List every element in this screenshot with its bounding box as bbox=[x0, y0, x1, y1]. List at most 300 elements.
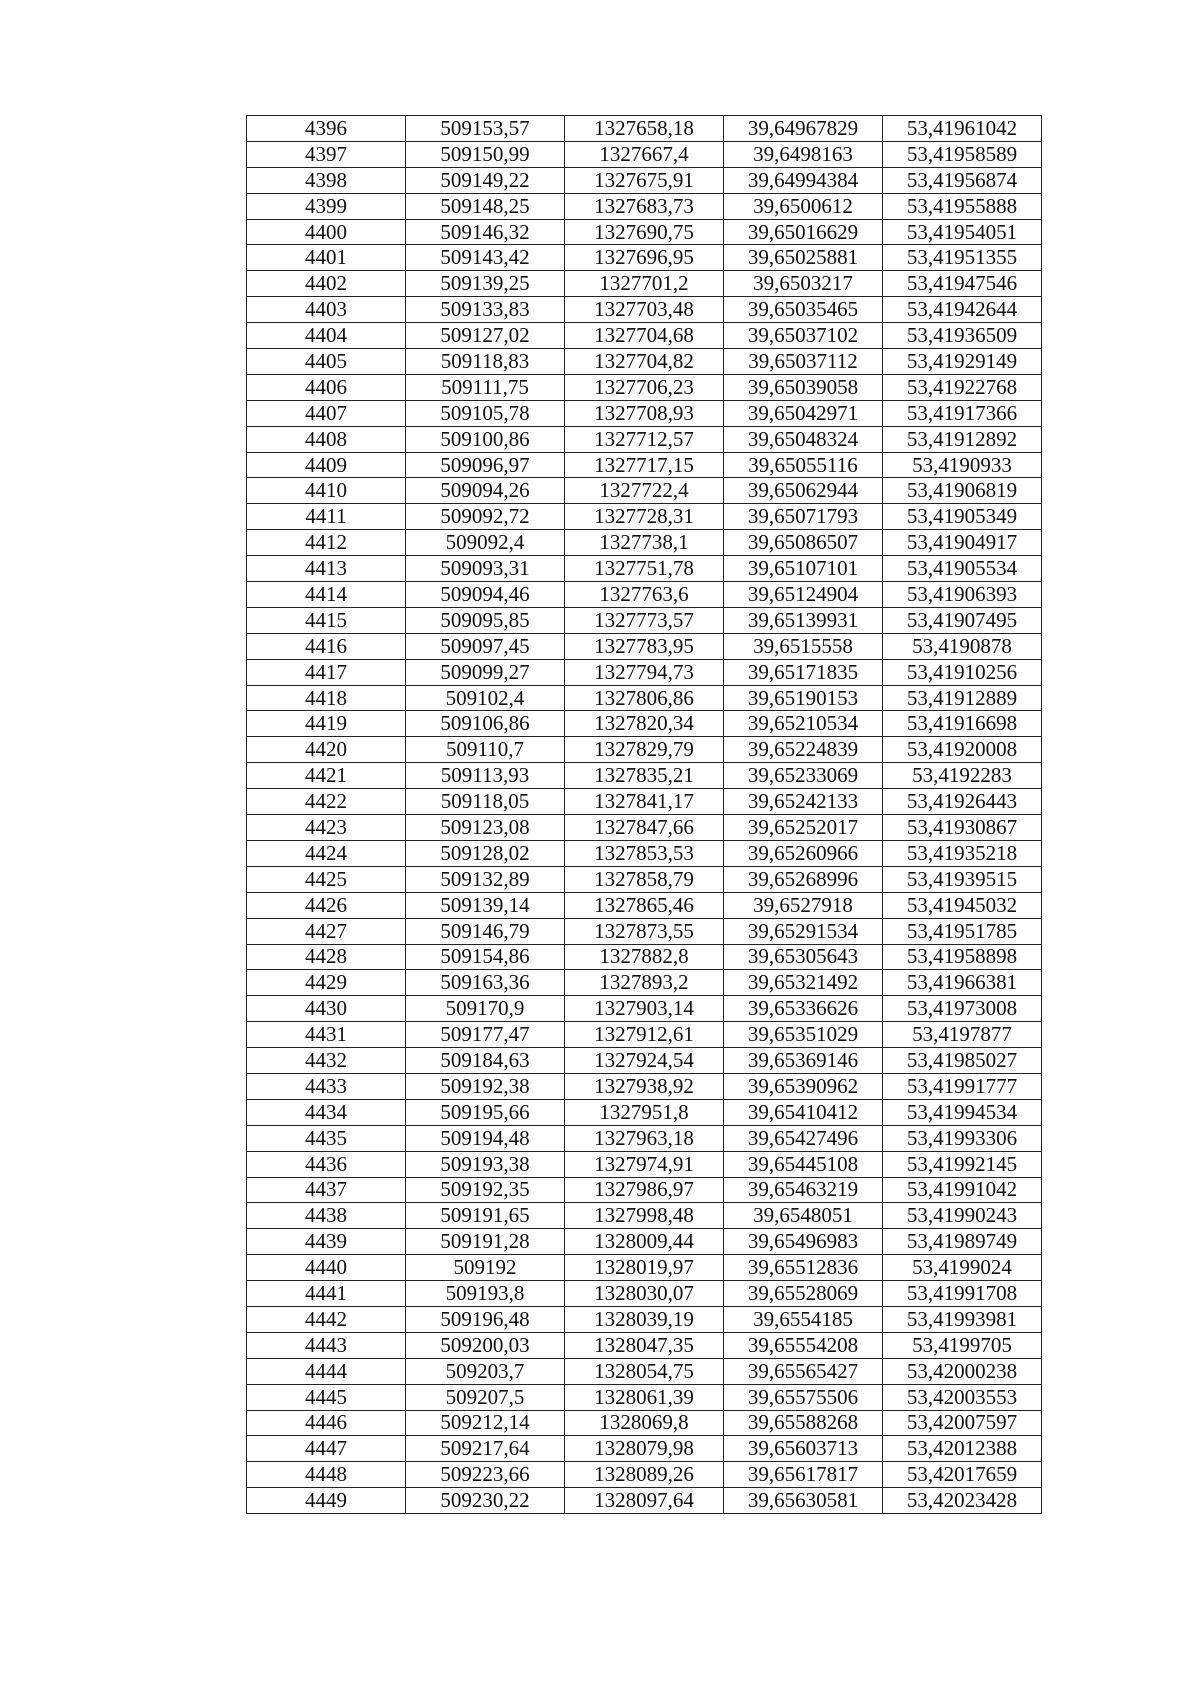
latitude-cell: 53,42003553 bbox=[883, 1384, 1042, 1410]
table-row bbox=[247, 866, 1042, 892]
y-coordinate-cell: 1327704,82 bbox=[565, 349, 724, 375]
latitude-cell: 53,41904917 bbox=[883, 530, 1042, 556]
x-coordinate-cell: 509212,14 bbox=[406, 1410, 565, 1436]
table-row bbox=[247, 1436, 1042, 1462]
point-number-cell: 4417 bbox=[247, 659, 406, 685]
longitude-cell: 39,65336626 bbox=[724, 996, 883, 1022]
point-number-cell: 4448 bbox=[247, 1462, 406, 1488]
longitude-cell: 39,65242133 bbox=[724, 789, 883, 815]
x-coordinate-cell: 509139,25 bbox=[406, 271, 565, 297]
longitude-cell: 39,65025881 bbox=[724, 245, 883, 271]
x-coordinate-cell: 509111,75 bbox=[406, 374, 565, 400]
point-number-cell: 4415 bbox=[247, 607, 406, 633]
longitude-cell: 39,65496983 bbox=[724, 1229, 883, 1255]
point-number-cell: 4412 bbox=[247, 530, 406, 556]
y-coordinate-cell: 1327690,75 bbox=[565, 219, 724, 245]
x-coordinate-cell: 509105,78 bbox=[406, 400, 565, 426]
longitude-cell: 39,65171835 bbox=[724, 659, 883, 685]
y-coordinate-cell: 1327963,18 bbox=[565, 1125, 724, 1151]
longitude-cell: 39,65016629 bbox=[724, 219, 883, 245]
y-coordinate-cell: 1327722,4 bbox=[565, 478, 724, 504]
longitude-cell: 39,6498163 bbox=[724, 141, 883, 167]
longitude-cell: 39,65042971 bbox=[724, 400, 883, 426]
longitude-cell: 39,65630581 bbox=[724, 1488, 883, 1514]
latitude-cell: 53,41945032 bbox=[883, 892, 1042, 918]
point-number-cell: 4428 bbox=[247, 944, 406, 970]
y-coordinate-cell: 1327835,21 bbox=[565, 763, 724, 789]
table-row bbox=[247, 582, 1042, 608]
latitude-cell: 53,4199024 bbox=[883, 1255, 1042, 1281]
x-coordinate-cell: 509123,08 bbox=[406, 815, 565, 841]
longitude-cell: 39,65565427 bbox=[724, 1358, 883, 1384]
latitude-cell: 53,41905534 bbox=[883, 556, 1042, 582]
y-coordinate-cell: 1328079,98 bbox=[565, 1436, 724, 1462]
table-row bbox=[247, 167, 1042, 193]
x-coordinate-cell: 509102,4 bbox=[406, 685, 565, 711]
latitude-cell: 53,41910256 bbox=[883, 659, 1042, 685]
table-row bbox=[247, 1022, 1042, 1048]
longitude-cell: 39,65603713 bbox=[724, 1436, 883, 1462]
y-coordinate-cell: 1327865,46 bbox=[565, 892, 724, 918]
latitude-cell: 53,41991777 bbox=[883, 1073, 1042, 1099]
table-row bbox=[247, 1125, 1042, 1151]
x-coordinate-cell: 509170,9 bbox=[406, 996, 565, 1022]
longitude-cell: 39,65071793 bbox=[724, 504, 883, 530]
y-coordinate-cell: 1327924,54 bbox=[565, 1048, 724, 1074]
x-coordinate-cell: 509118,83 bbox=[406, 349, 565, 375]
point-number-cell: 4396 bbox=[247, 116, 406, 142]
point-number-cell: 4444 bbox=[247, 1358, 406, 1384]
point-number-cell: 4435 bbox=[247, 1125, 406, 1151]
latitude-cell: 53,41994534 bbox=[883, 1099, 1042, 1125]
x-coordinate-cell: 509177,47 bbox=[406, 1022, 565, 1048]
table-row bbox=[247, 271, 1042, 297]
y-coordinate-cell: 1327853,53 bbox=[565, 840, 724, 866]
table-row bbox=[247, 1151, 1042, 1177]
table-row bbox=[247, 944, 1042, 970]
latitude-cell: 53,4192283 bbox=[883, 763, 1042, 789]
latitude-cell: 53,41951785 bbox=[883, 918, 1042, 944]
point-number-cell: 4425 bbox=[247, 866, 406, 892]
latitude-cell: 53,41992145 bbox=[883, 1151, 1042, 1177]
table-row bbox=[247, 374, 1042, 400]
longitude-cell: 39,65512836 bbox=[724, 1255, 883, 1281]
point-number-cell: 4431 bbox=[247, 1022, 406, 1048]
point-number-cell: 4400 bbox=[247, 219, 406, 245]
latitude-cell: 53,41956874 bbox=[883, 167, 1042, 193]
latitude-cell: 53,41929149 bbox=[883, 349, 1042, 375]
y-coordinate-cell: 1327829,79 bbox=[565, 737, 724, 763]
x-coordinate-cell: 509095,85 bbox=[406, 607, 565, 633]
point-number-cell: 4437 bbox=[247, 1177, 406, 1203]
x-coordinate-cell: 509133,83 bbox=[406, 297, 565, 323]
y-coordinate-cell: 1327773,57 bbox=[565, 607, 724, 633]
table-row bbox=[247, 323, 1042, 349]
latitude-cell: 53,41989749 bbox=[883, 1229, 1042, 1255]
y-coordinate-cell: 1328009,44 bbox=[565, 1229, 724, 1255]
x-coordinate-cell: 509093,31 bbox=[406, 556, 565, 582]
latitude-cell: 53,41990243 bbox=[883, 1203, 1042, 1229]
x-coordinate-cell: 509191,65 bbox=[406, 1203, 565, 1229]
longitude-cell: 39,65617817 bbox=[724, 1462, 883, 1488]
table-row bbox=[247, 892, 1042, 918]
point-number-cell: 4443 bbox=[247, 1332, 406, 1358]
latitude-cell: 53,41912889 bbox=[883, 685, 1042, 711]
point-number-cell: 4404 bbox=[247, 323, 406, 349]
y-coordinate-cell: 1328089,26 bbox=[565, 1462, 724, 1488]
point-number-cell: 4408 bbox=[247, 426, 406, 452]
latitude-cell: 53,41926443 bbox=[883, 789, 1042, 815]
latitude-cell: 53,41905349 bbox=[883, 504, 1042, 530]
table-row bbox=[247, 1073, 1042, 1099]
y-coordinate-cell: 1327806,86 bbox=[565, 685, 724, 711]
longitude-cell: 39,65055116 bbox=[724, 452, 883, 478]
y-coordinate-cell: 1328030,07 bbox=[565, 1281, 724, 1307]
point-number-cell: 4441 bbox=[247, 1281, 406, 1307]
latitude-cell: 53,41961042 bbox=[883, 116, 1042, 142]
y-coordinate-cell: 1327903,14 bbox=[565, 996, 724, 1022]
y-coordinate-cell: 1327675,91 bbox=[565, 167, 724, 193]
table-row bbox=[247, 1255, 1042, 1281]
table-row bbox=[247, 1462, 1042, 1488]
y-coordinate-cell: 1327847,66 bbox=[565, 815, 724, 841]
point-number-cell: 4429 bbox=[247, 970, 406, 996]
table-row bbox=[247, 763, 1042, 789]
x-coordinate-cell: 509094,26 bbox=[406, 478, 565, 504]
x-coordinate-cell: 509184,63 bbox=[406, 1048, 565, 1074]
longitude-cell: 39,6548051 bbox=[724, 1203, 883, 1229]
point-number-cell: 4399 bbox=[247, 193, 406, 219]
latitude-cell: 53,42023428 bbox=[883, 1488, 1042, 1514]
latitude-cell: 53,41930867 bbox=[883, 815, 1042, 841]
table-row bbox=[247, 607, 1042, 633]
x-coordinate-cell: 509150,99 bbox=[406, 141, 565, 167]
table-row bbox=[247, 219, 1042, 245]
latitude-cell: 53,41973008 bbox=[883, 996, 1042, 1022]
x-coordinate-cell: 509192 bbox=[406, 1255, 565, 1281]
latitude-cell: 53,4199705 bbox=[883, 1332, 1042, 1358]
x-coordinate-cell: 509092,4 bbox=[406, 530, 565, 556]
table-row bbox=[247, 1306, 1042, 1332]
y-coordinate-cell: 1327873,55 bbox=[565, 918, 724, 944]
point-number-cell: 4410 bbox=[247, 478, 406, 504]
x-coordinate-cell: 509096,97 bbox=[406, 452, 565, 478]
latitude-cell: 53,4190878 bbox=[883, 633, 1042, 659]
table-row bbox=[247, 530, 1042, 556]
point-number-cell: 4432 bbox=[247, 1048, 406, 1074]
latitude-cell: 53,41916698 bbox=[883, 711, 1042, 737]
point-number-cell: 4402 bbox=[247, 271, 406, 297]
table-row bbox=[247, 737, 1042, 763]
latitude-cell: 53,41912892 bbox=[883, 426, 1042, 452]
y-coordinate-cell: 1327667,4 bbox=[565, 141, 724, 167]
point-number-cell: 4421 bbox=[247, 763, 406, 789]
x-coordinate-cell: 509200,03 bbox=[406, 1332, 565, 1358]
table-row bbox=[247, 789, 1042, 815]
table-row bbox=[247, 1229, 1042, 1255]
x-coordinate-cell: 509153,57 bbox=[406, 116, 565, 142]
longitude-cell: 39,6500612 bbox=[724, 193, 883, 219]
x-coordinate-cell: 509106,86 bbox=[406, 711, 565, 737]
point-number-cell: 4427 bbox=[247, 918, 406, 944]
longitude-cell: 39,65321492 bbox=[724, 970, 883, 996]
y-coordinate-cell: 1327717,15 bbox=[565, 452, 724, 478]
x-coordinate-cell: 509128,02 bbox=[406, 840, 565, 866]
y-coordinate-cell: 1327696,95 bbox=[565, 245, 724, 271]
y-coordinate-cell: 1327683,73 bbox=[565, 193, 724, 219]
x-coordinate-cell: 509194,48 bbox=[406, 1125, 565, 1151]
x-coordinate-cell: 509217,64 bbox=[406, 1436, 565, 1462]
x-coordinate-cell: 509195,66 bbox=[406, 1099, 565, 1125]
y-coordinate-cell: 1328019,97 bbox=[565, 1255, 724, 1281]
point-number-cell: 4442 bbox=[247, 1306, 406, 1332]
table-row bbox=[247, 1177, 1042, 1203]
latitude-cell: 53,41920008 bbox=[883, 737, 1042, 763]
table-row bbox=[247, 918, 1042, 944]
table-row bbox=[247, 478, 1042, 504]
longitude-cell: 39,64967829 bbox=[724, 116, 883, 142]
latitude-cell: 53,41993306 bbox=[883, 1125, 1042, 1151]
y-coordinate-cell: 1327658,18 bbox=[565, 116, 724, 142]
point-number-cell: 4438 bbox=[247, 1203, 406, 1229]
longitude-cell: 39,6527918 bbox=[724, 892, 883, 918]
longitude-cell: 39,65445108 bbox=[724, 1151, 883, 1177]
x-coordinate-cell: 509139,14 bbox=[406, 892, 565, 918]
table-row bbox=[247, 970, 1042, 996]
latitude-cell: 53,41907495 bbox=[883, 607, 1042, 633]
y-coordinate-cell: 1327986,97 bbox=[565, 1177, 724, 1203]
point-number-cell: 4439 bbox=[247, 1229, 406, 1255]
longitude-cell: 39,65190153 bbox=[724, 685, 883, 711]
longitude-cell: 39,6554185 bbox=[724, 1306, 883, 1332]
y-coordinate-cell: 1328069,8 bbox=[565, 1410, 724, 1436]
longitude-cell: 39,65528069 bbox=[724, 1281, 883, 1307]
latitude-cell: 53,41954051 bbox=[883, 219, 1042, 245]
table-row bbox=[247, 1203, 1042, 1229]
point-number-cell: 4446 bbox=[247, 1410, 406, 1436]
longitude-cell: 39,65351029 bbox=[724, 1022, 883, 1048]
point-number-cell: 4445 bbox=[247, 1384, 406, 1410]
table-row bbox=[247, 1410, 1042, 1436]
table-row bbox=[247, 815, 1042, 841]
latitude-cell: 53,41955888 bbox=[883, 193, 1042, 219]
x-coordinate-cell: 509203,7 bbox=[406, 1358, 565, 1384]
latitude-cell: 53,41917366 bbox=[883, 400, 1042, 426]
point-number-cell: 4413 bbox=[247, 556, 406, 582]
y-coordinate-cell: 1327974,91 bbox=[565, 1151, 724, 1177]
x-coordinate-cell: 509113,93 bbox=[406, 763, 565, 789]
point-number-cell: 4411 bbox=[247, 504, 406, 530]
longitude-cell: 39,65369146 bbox=[724, 1048, 883, 1074]
longitude-cell: 39,65139931 bbox=[724, 607, 883, 633]
latitude-cell: 53,41958898 bbox=[883, 944, 1042, 970]
longitude-cell: 39,65048324 bbox=[724, 426, 883, 452]
point-number-cell: 4447 bbox=[247, 1436, 406, 1462]
longitude-cell: 39,65390962 bbox=[724, 1073, 883, 1099]
x-coordinate-cell: 509193,38 bbox=[406, 1151, 565, 1177]
table-row bbox=[247, 1384, 1042, 1410]
table-row bbox=[247, 556, 1042, 582]
coordinates-table-body bbox=[247, 116, 1042, 1514]
x-coordinate-cell: 509092,72 bbox=[406, 504, 565, 530]
table-row bbox=[247, 116, 1042, 142]
longitude-cell: 39,65463219 bbox=[724, 1177, 883, 1203]
y-coordinate-cell: 1328039,19 bbox=[565, 1306, 724, 1332]
latitude-cell: 53,42007597 bbox=[883, 1410, 1042, 1436]
point-number-cell: 4398 bbox=[247, 167, 406, 193]
table-row bbox=[247, 297, 1042, 323]
table-row bbox=[247, 996, 1042, 1022]
y-coordinate-cell: 1327712,57 bbox=[565, 426, 724, 452]
longitude-cell: 39,65588268 bbox=[724, 1410, 883, 1436]
point-number-cell: 4430 bbox=[247, 996, 406, 1022]
y-coordinate-cell: 1327794,73 bbox=[565, 659, 724, 685]
latitude-cell: 53,4190933 bbox=[883, 452, 1042, 478]
x-coordinate-cell: 509192,38 bbox=[406, 1073, 565, 1099]
y-coordinate-cell: 1327703,48 bbox=[565, 297, 724, 323]
point-number-cell: 4423 bbox=[247, 815, 406, 841]
y-coordinate-cell: 1327858,79 bbox=[565, 866, 724, 892]
latitude-cell: 53,41936509 bbox=[883, 323, 1042, 349]
table-row bbox=[247, 452, 1042, 478]
y-coordinate-cell: 1327893,2 bbox=[565, 970, 724, 996]
coordinates-table bbox=[246, 115, 1042, 1514]
point-number-cell: 4405 bbox=[247, 349, 406, 375]
y-coordinate-cell: 1328097,64 bbox=[565, 1488, 724, 1514]
table-row bbox=[247, 1099, 1042, 1125]
longitude-cell: 39,65035465 bbox=[724, 297, 883, 323]
point-number-cell: 4407 bbox=[247, 400, 406, 426]
y-coordinate-cell: 1327938,92 bbox=[565, 1073, 724, 1099]
table-row bbox=[247, 685, 1042, 711]
longitude-cell: 39,64994384 bbox=[724, 167, 883, 193]
x-coordinate-cell: 509230,22 bbox=[406, 1488, 565, 1514]
x-coordinate-cell: 509196,48 bbox=[406, 1306, 565, 1332]
x-coordinate-cell: 509207,5 bbox=[406, 1384, 565, 1410]
table-row bbox=[247, 245, 1042, 271]
y-coordinate-cell: 1327882,8 bbox=[565, 944, 724, 970]
latitude-cell: 53,41966381 bbox=[883, 970, 1042, 996]
point-number-cell: 4403 bbox=[247, 297, 406, 323]
latitude-cell: 53,41906393 bbox=[883, 582, 1042, 608]
table-row bbox=[247, 504, 1042, 530]
point-number-cell: 4401 bbox=[247, 245, 406, 271]
table-row bbox=[247, 1358, 1042, 1384]
y-coordinate-cell: 1328061,39 bbox=[565, 1384, 724, 1410]
table-row bbox=[247, 711, 1042, 737]
x-coordinate-cell: 509127,02 bbox=[406, 323, 565, 349]
point-number-cell: 4422 bbox=[247, 789, 406, 815]
point-number-cell: 4436 bbox=[247, 1151, 406, 1177]
latitude-cell: 53,41991708 bbox=[883, 1281, 1042, 1307]
latitude-cell: 53,42017659 bbox=[883, 1462, 1042, 1488]
x-coordinate-cell: 509163,36 bbox=[406, 970, 565, 996]
x-coordinate-cell: 509149,22 bbox=[406, 167, 565, 193]
x-coordinate-cell: 509094,46 bbox=[406, 582, 565, 608]
table-row bbox=[247, 1332, 1042, 1358]
point-number-cell: 4406 bbox=[247, 374, 406, 400]
y-coordinate-cell: 1327706,23 bbox=[565, 374, 724, 400]
table-row bbox=[247, 400, 1042, 426]
point-number-cell: 4420 bbox=[247, 737, 406, 763]
table-row bbox=[247, 659, 1042, 685]
table-row bbox=[247, 1281, 1042, 1307]
y-coordinate-cell: 1327783,95 bbox=[565, 633, 724, 659]
table-row bbox=[247, 633, 1042, 659]
y-coordinate-cell: 1327701,2 bbox=[565, 271, 724, 297]
x-coordinate-cell: 509193,8 bbox=[406, 1281, 565, 1307]
point-number-cell: 4434 bbox=[247, 1099, 406, 1125]
latitude-cell: 53,41951355 bbox=[883, 245, 1042, 271]
x-coordinate-cell: 509191,28 bbox=[406, 1229, 565, 1255]
longitude-cell: 39,65107101 bbox=[724, 556, 883, 582]
y-coordinate-cell: 1327912,61 bbox=[565, 1022, 724, 1048]
y-coordinate-cell: 1327998,48 bbox=[565, 1203, 724, 1229]
y-coordinate-cell: 1328054,75 bbox=[565, 1358, 724, 1384]
point-number-cell: 4426 bbox=[247, 892, 406, 918]
table-row bbox=[247, 193, 1042, 219]
longitude-cell: 39,65554208 bbox=[724, 1332, 883, 1358]
table-row bbox=[247, 426, 1042, 452]
y-coordinate-cell: 1328047,35 bbox=[565, 1332, 724, 1358]
x-coordinate-cell: 509154,86 bbox=[406, 944, 565, 970]
y-coordinate-cell: 1327763,6 bbox=[565, 582, 724, 608]
y-coordinate-cell: 1327951,8 bbox=[565, 1099, 724, 1125]
longitude-cell: 39,65427496 bbox=[724, 1125, 883, 1151]
x-coordinate-cell: 509099,27 bbox=[406, 659, 565, 685]
point-number-cell: 4433 bbox=[247, 1073, 406, 1099]
longitude-cell: 39,65410412 bbox=[724, 1099, 883, 1125]
latitude-cell: 53,41993981 bbox=[883, 1306, 1042, 1332]
point-number-cell: 4414 bbox=[247, 582, 406, 608]
latitude-cell: 53,41906819 bbox=[883, 478, 1042, 504]
longitude-cell: 39,65305643 bbox=[724, 944, 883, 970]
longitude-cell: 39,65575506 bbox=[724, 1384, 883, 1410]
latitude-cell: 53,41939515 bbox=[883, 866, 1042, 892]
table-row bbox=[247, 1048, 1042, 1074]
latitude-cell: 53,41935218 bbox=[883, 840, 1042, 866]
y-coordinate-cell: 1327704,68 bbox=[565, 323, 724, 349]
point-number-cell: 4416 bbox=[247, 633, 406, 659]
latitude-cell: 53,41958589 bbox=[883, 141, 1042, 167]
y-coordinate-cell: 1327738,1 bbox=[565, 530, 724, 556]
latitude-cell: 53,42000238 bbox=[883, 1358, 1042, 1384]
longitude-cell: 39,65268996 bbox=[724, 866, 883, 892]
table-row bbox=[247, 349, 1042, 375]
x-coordinate-cell: 509192,35 bbox=[406, 1177, 565, 1203]
x-coordinate-cell: 509148,25 bbox=[406, 193, 565, 219]
longitude-cell: 39,65062944 bbox=[724, 478, 883, 504]
point-number-cell: 4424 bbox=[247, 840, 406, 866]
x-coordinate-cell: 509223,66 bbox=[406, 1462, 565, 1488]
latitude-cell: 53,41985027 bbox=[883, 1048, 1042, 1074]
point-number-cell: 4397 bbox=[247, 141, 406, 167]
x-coordinate-cell: 509118,05 bbox=[406, 789, 565, 815]
table-row bbox=[247, 141, 1042, 167]
latitude-cell: 53,42012388 bbox=[883, 1436, 1042, 1462]
point-number-cell: 4409 bbox=[247, 452, 406, 478]
longitude-cell: 39,65224839 bbox=[724, 737, 883, 763]
latitude-cell: 53,41991042 bbox=[883, 1177, 1042, 1203]
longitude-cell: 39,65039058 bbox=[724, 374, 883, 400]
x-coordinate-cell: 509100,86 bbox=[406, 426, 565, 452]
point-number-cell: 4440 bbox=[247, 1255, 406, 1281]
x-coordinate-cell: 509097,45 bbox=[406, 633, 565, 659]
point-number-cell: 4419 bbox=[247, 711, 406, 737]
y-coordinate-cell: 1327728,31 bbox=[565, 504, 724, 530]
latitude-cell: 53,4197877 bbox=[883, 1022, 1042, 1048]
longitude-cell: 39,6515558 bbox=[724, 633, 883, 659]
